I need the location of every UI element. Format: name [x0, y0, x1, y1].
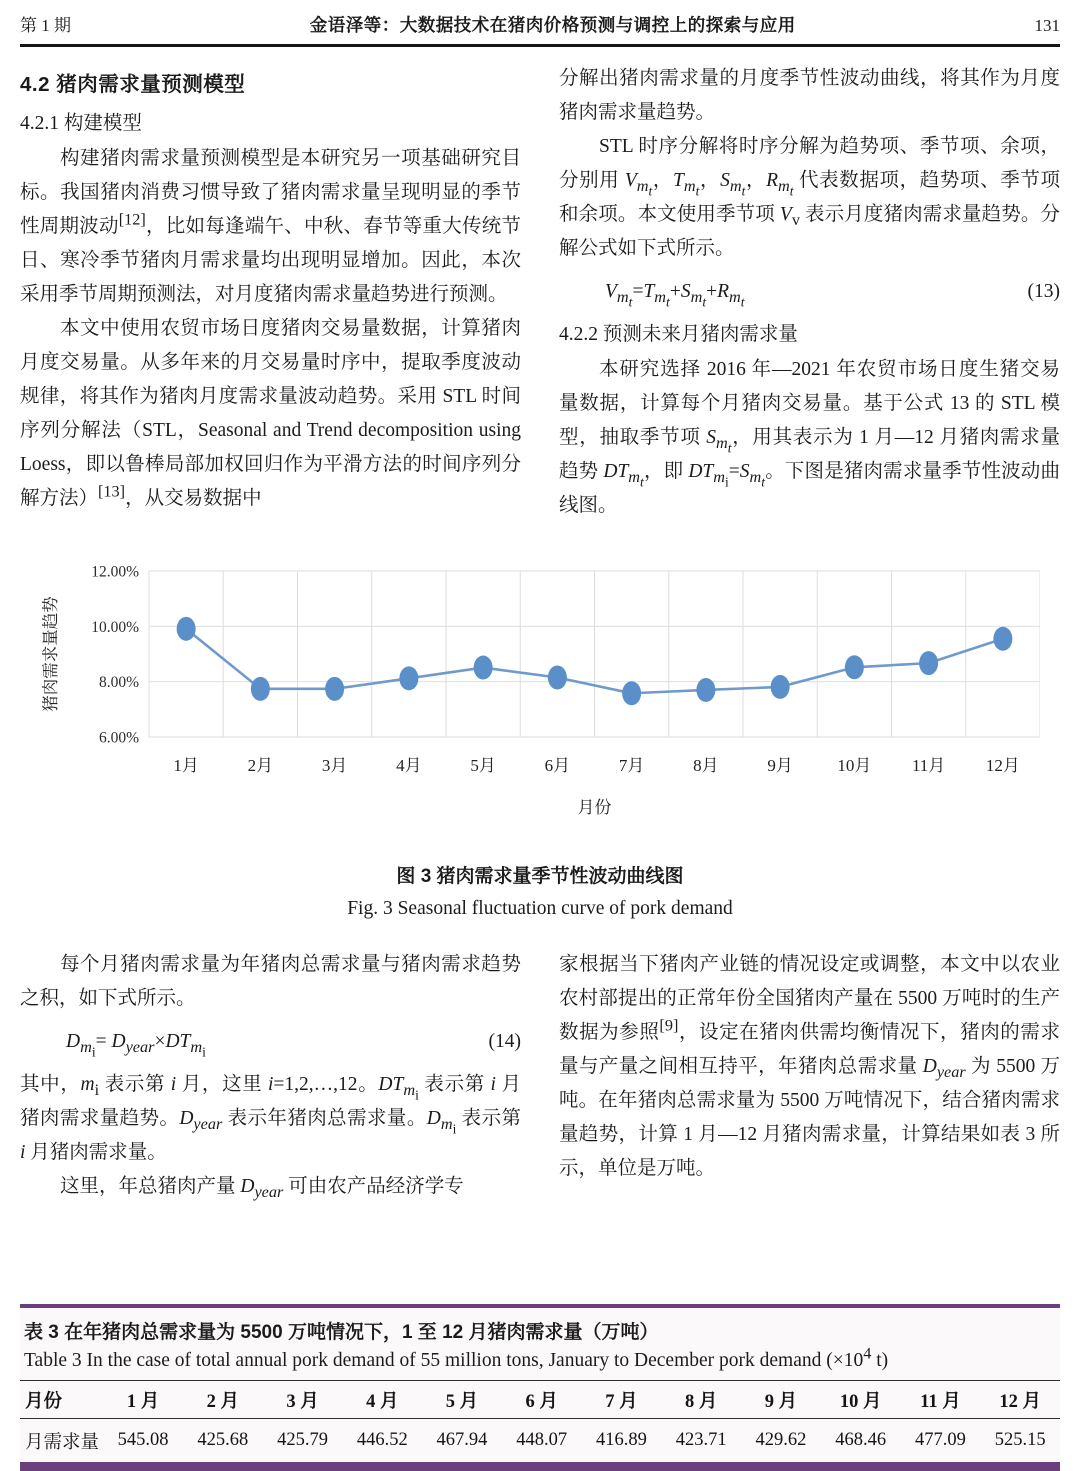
paragraph: STL 时序分解将时序分解为趋势项、季节项、余项，分别用 $V_{m_t}$，$T_{m_t}$，$S_{m_t}$，$R_{m_t}$ 代表数据项，趋势项、季节项和余项。本文使用季节项 $V_v$ 表示月度猪肉需求量趋势。分解公式如下式所示。 — [559, 136, 1060, 259]
equation-number: (14) — [488, 1031, 521, 1052]
table-cell: 423.71 — [675, 1430, 727, 1450]
figure-caption-zh: 图 3 猪肉需求量季节性波动曲线图 — [396, 866, 684, 887]
issue-number: 第 1 期 — [20, 16, 71, 35]
table-3 — [20, 1380, 1060, 1462]
table-cell: 468.46 — [835, 1430, 887, 1450]
table-cell: 545.08 — [117, 1430, 169, 1450]
x-axis-tick-label: 8月 — [693, 756, 719, 775]
data-point-marker — [399, 666, 418, 690]
data-point-marker — [548, 666, 567, 690]
x-axis-tick-label: 10月 — [837, 756, 872, 775]
x-axis-tick-label: 3月 — [321, 756, 348, 775]
left-column-upper — [20, 62, 521, 523]
paragraph: 本文中使用农贸市场日度猪肉交易量数据，计算猪肉月度交易量。从多年来的月交易量时序中，提取季度波动规律，将其作为猪肉月度需求量波动趋势。采用 STL 时间序列分解法（STL，Seasonal and Trend decomposition using Loess，即以鲁棒局部加权回归作为平滑方法的时间序列分解方法）[13]，从交易数据中 — [20, 318, 521, 509]
data-point-marker — [845, 655, 864, 679]
data-point-marker — [474, 656, 493, 680]
table-cell: 477.09 — [914, 1430, 966, 1450]
table-header-cell: 5 月 — [422, 1381, 502, 1419]
table-cell: 425.68 — [197, 1430, 249, 1450]
table-caption-zh: 表 3 在年猪肉总需求量为 5500 万吨情况下，1 至 12 月猪肉需求量（万吨） — [24, 1322, 659, 1343]
y-axis-tick-label: 12.00% — [91, 563, 139, 581]
data-point-marker — [993, 627, 1012, 651]
table-header-cell: 12 月 — [980, 1381, 1060, 1419]
table-header-cell: 8 月 — [661, 1381, 741, 1419]
paragraph: 其中，$m_i$ 表示第 i 月，这里 i=1,2,…,12。$DT_{m_i}$ 表示第 i 月猪肉需求量趋势。$D_{year}$ 表示年猪肉总需求量。$D_{m_i}$ 表示第 i 月猪肉需求量。 — [20, 1074, 521, 1163]
y-axis-tick-label: 6.00% — [98, 729, 139, 747]
table-header-cell: 3 月 — [263, 1381, 343, 1419]
y-axis-tick-label: 10.00% — [91, 618, 139, 636]
table-row-label: 月需求量 — [25, 1432, 100, 1453]
x-axis-tick-label: 5月 — [470, 756, 496, 775]
x-axis-tick-label: 2月 — [247, 756, 274, 775]
table-header-cell: 1 月 — [103, 1381, 183, 1419]
data-point-marker — [177, 617, 196, 641]
paragraph: 每个月猪肉需求量为年猪肉总需求量与猪肉需求趋势之积，如下式所示。 — [20, 954, 521, 1009]
left-column-lower — [20, 948, 521, 1204]
table-cell: 429.62 — [755, 1430, 807, 1450]
upper-columns — [20, 62, 1060, 523]
equation-body: $D_{m_i}= D_{year}\times DT_{m_i}$ — [66, 1031, 206, 1060]
table-cell: 425.79 — [277, 1430, 328, 1450]
x-axis-tick-label: 11月 — [911, 756, 946, 775]
section-heading-4-2-1: 4.2.1 构建模型 — [20, 113, 142, 134]
data-point-marker — [325, 677, 344, 701]
x-axis-title: 月份 — [577, 798, 612, 817]
x-axis-tick-label: 6月 — [544, 756, 571, 775]
x-axis-tick-label: 9月 — [767, 756, 793, 775]
data-point-marker — [919, 651, 938, 675]
y-axis-title: 猪肉需求量趋势 — [41, 596, 60, 712]
table-header-cell: 4 月 — [342, 1381, 422, 1419]
table-data-row — [20, 1419, 1060, 1463]
x-axis-tick-label: 7月 — [618, 756, 645, 775]
table-cell: 467.94 — [436, 1430, 488, 1450]
x-axis-tick-label: 1月 — [173, 756, 199, 775]
seasonal-fluctuation-chart — [40, 547, 1040, 832]
table-header-cell: 2 月 — [183, 1381, 263, 1419]
table-header-cell: 9 月 — [741, 1381, 821, 1419]
table-header-cell: 月份 — [20, 1381, 103, 1419]
lower-columns — [20, 948, 1060, 1204]
table-header-row — [20, 1381, 1060, 1419]
table-bottom-accent-rule — [20, 1462, 1060, 1471]
paragraph: 分解出猪肉需求量的月度季节性波动曲线，将其作为月度猪肉需求量趋势。 — [559, 68, 1060, 123]
equation-14 — [66, 1025, 521, 1059]
right-column-lower — [559, 948, 1060, 1204]
table-header-cell: 11 月 — [901, 1381, 981, 1419]
paragraph: 本研究选择 2016 年—2021 年农贸市场日度生猪交易量数据，计算每个月猪肉交易量。基于公式 13 的 STL 模型，抽取季节项 $S_{m_t}$，用其表示为 1 月—12 月猪肉需求量趋势 $DT_{m_t}$，即 $DT_{m_i}=S_{m_t}$。下图是猪肉需求量季节性波动曲线图。 — [559, 359, 1060, 516]
equation-body: $V_{m_t}=T_{m_t}+S_{m_t}+R_{m_t}$ — [605, 281, 745, 310]
table-3-block — [20, 1304, 1060, 1471]
section-heading-4-2: 4.2 猪肉需求量预测模型 — [20, 73, 246, 96]
data-point-marker — [696, 678, 715, 702]
table-header-cell: 10 月 — [821, 1381, 901, 1419]
y-axis-tick-label: 8.00% — [98, 674, 139, 692]
table-cell: 448.07 — [516, 1430, 568, 1450]
figure-3 — [40, 547, 1040, 837]
table-cell: 525.15 — [994, 1430, 1046, 1450]
section-heading-4-2-2: 4.2.2 预测未来月猪肉需求量 — [559, 324, 798, 345]
paragraph: 家根据当下猪肉产业链的情况设定或调整，本文中以农业农村部提出的正常年份全国猪肉产量在 5500 万吨时的生产数据为参照[9]，设定在猪肉供需均衡情况下，猪肉的需求量与产量之间相互持平，年猪肉总需求量 $D_{year}$ 为 5500 万吨。在年猪肉总需求量为 5500 万吨情况下，结合猪肉需求量趋势，计算 1 月—12 月猪肉需求量，计算结果如表 3 所示，单位是万吨。 — [559, 954, 1060, 1179]
x-axis-tick-label: 4月 — [396, 756, 422, 775]
paragraph: 这里，年总猪肉产量 $D_{year}$ 可由农产品经济学专 — [59, 1176, 464, 1201]
right-column-upper — [559, 62, 1060, 523]
paragraph: 构建猪肉需求量预测模型是本研究另一项基础研究目标。我国猪肉消费习惯导致了猪肉需求量呈现明显的季节性周期波动[12]，比如每逢端午、中秋、春节等重大传统节日、寒冷季节猪肉月需求量均出现明显增加。因此，本次采用季节周期预测法，对月度猪肉需求量趋势进行预测。 — [20, 148, 521, 305]
data-point-marker — [771, 675, 790, 699]
table-header-cell: 6 月 — [502, 1381, 582, 1419]
figure-caption-en: Fig. 3 Seasonal fluctuation curve of pork demand — [347, 898, 733, 919]
x-axis-tick-label: 12月 — [985, 756, 1020, 775]
table-cell: 416.89 — [596, 1430, 647, 1450]
header-rule — [20, 44, 1060, 47]
data-point-marker — [622, 681, 641, 705]
running-title: 金语泽等：大数据技术在猪肉价格预测与调控上的探索与应用 — [309, 15, 796, 35]
equation-13 — [605, 275, 1060, 309]
page-number: 131 — [1034, 16, 1060, 35]
table-caption-en: Table 3 In the case of total annual pork demand of 55 million tons, January to December pork demand ($\times 10^4$ t) — [24, 1344, 889, 1371]
table-cell: 446.52 — [356, 1430, 408, 1450]
data-point-marker — [251, 677, 270, 701]
equation-number: (13) — [1027, 281, 1060, 302]
running-head — [20, 0, 1060, 37]
table-header-cell: 7 月 — [582, 1381, 662, 1419]
table-top-accent-rule — [20, 1304, 1060, 1308]
